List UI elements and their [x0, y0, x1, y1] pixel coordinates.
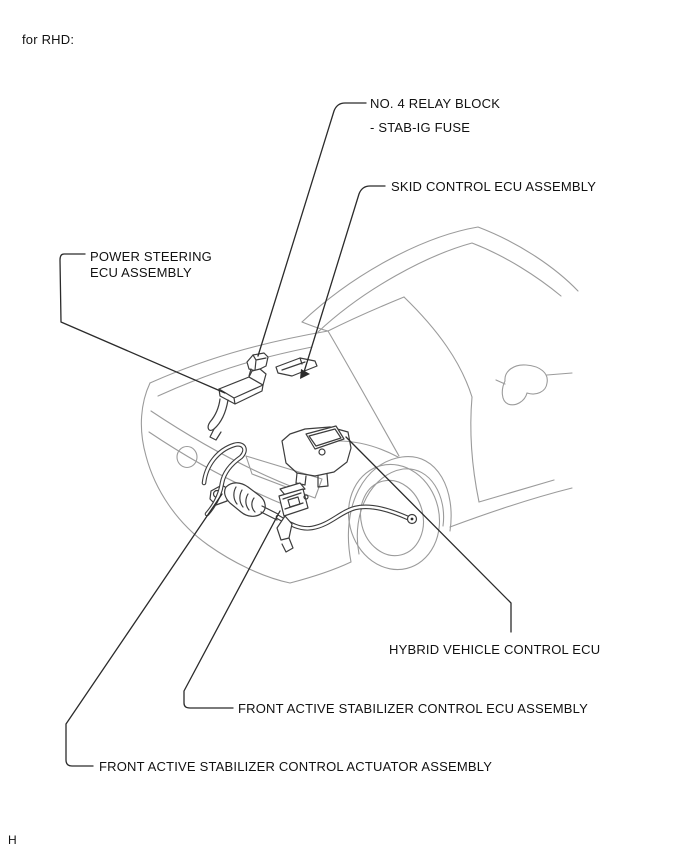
- label-stabilizer-ecu: FRONT ACTIVE STABILIZER CONTROL ECU ASSEMBLY: [238, 701, 588, 716]
- label-relay-block-line2: - STAB-IG FUSE: [370, 120, 471, 135]
- page-marker: H: [8, 833, 17, 847]
- door-shut-line: [471, 397, 479, 502]
- roof-outer-line: [302, 227, 578, 322]
- wheel-arch-inner: [357, 469, 443, 554]
- shoulder-line: [404, 297, 472, 397]
- side-mirror: [502, 365, 547, 405]
- leader-skid-control: [304, 186, 385, 372]
- car-outline: [141, 227, 578, 583]
- label-power-steering-line2: ECU ASSEMBLY: [90, 265, 192, 280]
- rim-outline: [353, 474, 432, 563]
- leader-hybrid-ecu: [346, 437, 511, 632]
- label-power-steering-line1: POWER STEERING: [90, 249, 212, 264]
- underbody-line: [290, 562, 351, 583]
- tire-outline: [338, 455, 451, 580]
- variant-label: for RHD:: [22, 32, 75, 47]
- label-hybrid-ecu: HYBRID VEHICLE CONTROL ECU: [389, 642, 601, 657]
- skid-control-ecu-illustration: [276, 358, 317, 376]
- label-skid-control-ecu: SKID CONTROL ECU ASSEMBLY: [391, 179, 597, 194]
- rocker-bottom-line: [450, 488, 572, 527]
- mirror-stalk-line: [496, 373, 572, 384]
- grille-top-line: [151, 411, 303, 491]
- leader-stabilizer-actuator: [66, 494, 222, 766]
- wheel-arch-outer: [348, 457, 451, 562]
- grille-emblem: [177, 447, 197, 468]
- leader-stabilizer-ecu: [184, 511, 280, 708]
- leader-relay-block: [258, 103, 366, 356]
- callout-lines: [60, 103, 511, 766]
- label-relay-block-line1: NO. 4 RELAY BLOCK: [370, 96, 501, 111]
- inner-fender-line: [338, 441, 398, 457]
- power-steering-ecu-illustration: [208, 369, 266, 440]
- front-wheel: [338, 455, 451, 580]
- rocker-top-line: [479, 480, 554, 502]
- label-stabilizer-actuator: FRONT ACTIVE STABILIZER CONTROL ACTUATOR ASSEMBLY: [99, 759, 493, 774]
